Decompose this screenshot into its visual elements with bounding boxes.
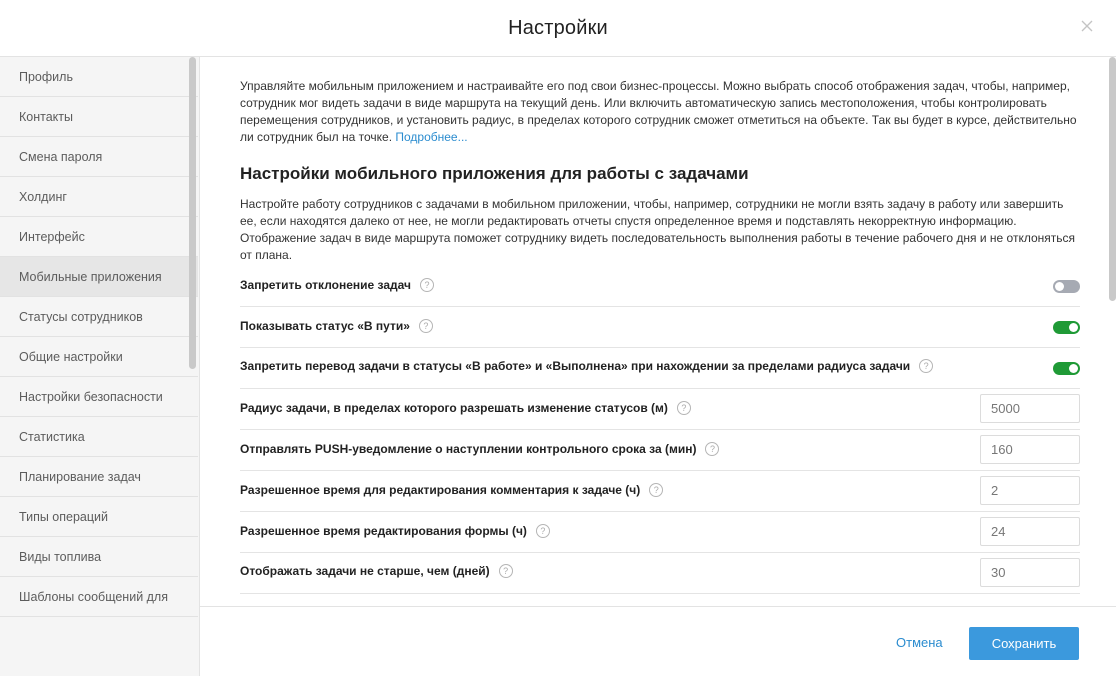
help-icon[interactable]: ?: [919, 359, 933, 373]
help-icon[interactable]: ?: [649, 483, 663, 497]
setting-row-radius: [240, 389, 1080, 430]
sidebar-item-label: Общие настройки: [19, 349, 123, 364]
section-title: Настройки мобильного приложения для работы с задачами: [240, 164, 749, 183]
sidebar-item-security-settings[interactable]: [0, 377, 198, 417]
settings-content: [200, 57, 1116, 606]
setting-row-show-on-way: [240, 307, 1080, 348]
task-age-input[interactable]: [980, 558, 1080, 587]
forbid-status-outside-toggle[interactable]: [1053, 362, 1080, 375]
form-edit-time-input[interactable]: [980, 517, 1080, 546]
help-icon[interactable]: ?: [420, 278, 434, 292]
comment-edit-time-input[interactable]: [980, 476, 1080, 505]
sidebar-item-holding[interactable]: [0, 177, 198, 217]
push-deadline-input[interactable]: [980, 435, 1080, 464]
sidebar-item-task-planning[interactable]: [0, 457, 198, 497]
content-scrollbar[interactable]: [1109, 57, 1116, 301]
modal-footer: [200, 606, 1116, 676]
sidebar-item-interface[interactable]: [0, 217, 198, 257]
radius-input[interactable]: [980, 394, 1080, 423]
help-icon[interactable]: ?: [677, 401, 691, 415]
modal-title: Настройки: [508, 17, 608, 39]
sidebar-item-label: Холдинг: [19, 189, 67, 204]
sidebar-item-label: Мобильные приложения: [19, 269, 162, 284]
sidebar-item-label: Интерфейс: [19, 229, 85, 244]
setting-row-form-edit-time: [240, 512, 1080, 553]
intro-text: [240, 78, 1080, 146]
help-icon[interactable]: ?: [419, 319, 433, 333]
help-icon[interactable]: ?: [705, 442, 719, 456]
section-description: Настройте работу сотрудников с задачами в мобильном приложении, чтобы, например, сотрудники не могли взять задачу в работу или завершить ее, если находятся далеко от нее, не могли редактировать отчеты спустя определенное время и подставлять некорректную информацию. Отображение задач в виде маршрута поможет сотруднику видеть последовательность выполнения работы в течение рабочего дня и не отклоняться от плана.: [240, 197, 1076, 262]
sidebar-item-label: Статусы сотрудников: [19, 309, 143, 324]
setting-row-task-age: [240, 553, 1080, 594]
setting-row-forbid-status-outside: [240, 348, 1080, 389]
sidebar-item-label: Типы операций: [19, 509, 108, 524]
sidebar-scrollbar[interactable]: [189, 57, 196, 369]
sidebar-item-general-settings[interactable]: [0, 337, 198, 377]
modal-header: [0, 0, 1116, 57]
help-icon[interactable]: ?: [536, 524, 550, 538]
setting-label: Отправлять PUSH-уведомление о наступлении контрольного срока за (мин): [240, 442, 697, 456]
toggle-knob: [1069, 323, 1078, 332]
forbid-reject-toggle[interactable]: [1053, 280, 1080, 293]
setting-row-comment-edit-time: [240, 471, 1080, 512]
setting-label: Разрешенное время для редактирования комментария к задаче (ч): [240, 483, 641, 497]
save-button[interactable]: Сохранить: [969, 627, 1079, 660]
more-link[interactable]: Подробнее...: [395, 130, 468, 144]
close-icon[interactable]: [1078, 17, 1096, 35]
sidebar-item-operation-types[interactable]: [0, 497, 198, 537]
sidebar-item-label: Профиль: [19, 69, 73, 84]
sidebar-item-label: Виды топлива: [19, 549, 102, 564]
sidebar-item-fuel-types[interactable]: [0, 537, 198, 577]
sidebar-item-profile[interactable]: [0, 57, 198, 97]
toggle-knob: [1069, 364, 1078, 373]
sidebar-item-contacts[interactable]: [0, 97, 198, 137]
sidebar-item-change-password[interactable]: [0, 137, 198, 177]
setting-row-forbid-reject: [240, 267, 1080, 307]
sidebar-item-statistics[interactable]: [0, 417, 198, 457]
sidebar-item-label: Планирование задач: [19, 469, 141, 484]
setting-row-push-deadline: [240, 430, 1080, 471]
sidebar-item-label: Шаблоны сообщений для: [19, 589, 168, 604]
sidebar-item-employee-statuses[interactable]: [0, 297, 198, 337]
cancel-button[interactable]: Отмена: [896, 635, 943, 650]
sidebar-item-label: Смена пароля: [19, 149, 103, 164]
setting-label: Показывать статус «В пути»: [240, 319, 410, 333]
intro-paragraph: Управляйте мобильным приложением и настраивайте его под свои бизнес-процессы. Можно выбрать способ отображения задач, чтобы, например, сотрудник мог видеть задачи в виде маршрута на текущий день. Или включить автоматическую запись местоположения, чтобы контролировать перемещения сотрудников, и установить радиус, в пределах которого сотрудник сможет отметиться на объекте. Так вы будет в курсе, действительно ли сотрудник был на точке.: [240, 79, 1077, 144]
sidebar-item-label: Контакты: [19, 109, 73, 124]
setting-label: Разрешенное время редактирования формы (ч): [240, 524, 527, 538]
help-icon[interactable]: ?: [499, 564, 513, 578]
setting-label: Радиус задачи, в пределах которого разрешать изменение статусов (м): [240, 401, 668, 415]
sidebar-item-mobile-apps[interactable]: [0, 257, 198, 297]
show-on-way-toggle[interactable]: [1053, 321, 1080, 334]
sidebar-item-message-templates[interactable]: [0, 577, 198, 617]
sidebar-item-label: Статистика: [19, 429, 85, 444]
settings-sidebar: [0, 57, 200, 676]
setting-label: Запретить перевод задачи в статусы «В работе» и «Выполнена» при нахождении за пределами радиуса задачи: [240, 359, 911, 373]
setting-label: Отображать задачи не старше, чем (дней): [240, 564, 490, 578]
setting-label: Запретить отклонение задач: [240, 278, 411, 292]
sidebar-item-label: Настройки безопасности: [19, 389, 163, 404]
toggle-knob: [1055, 282, 1064, 291]
